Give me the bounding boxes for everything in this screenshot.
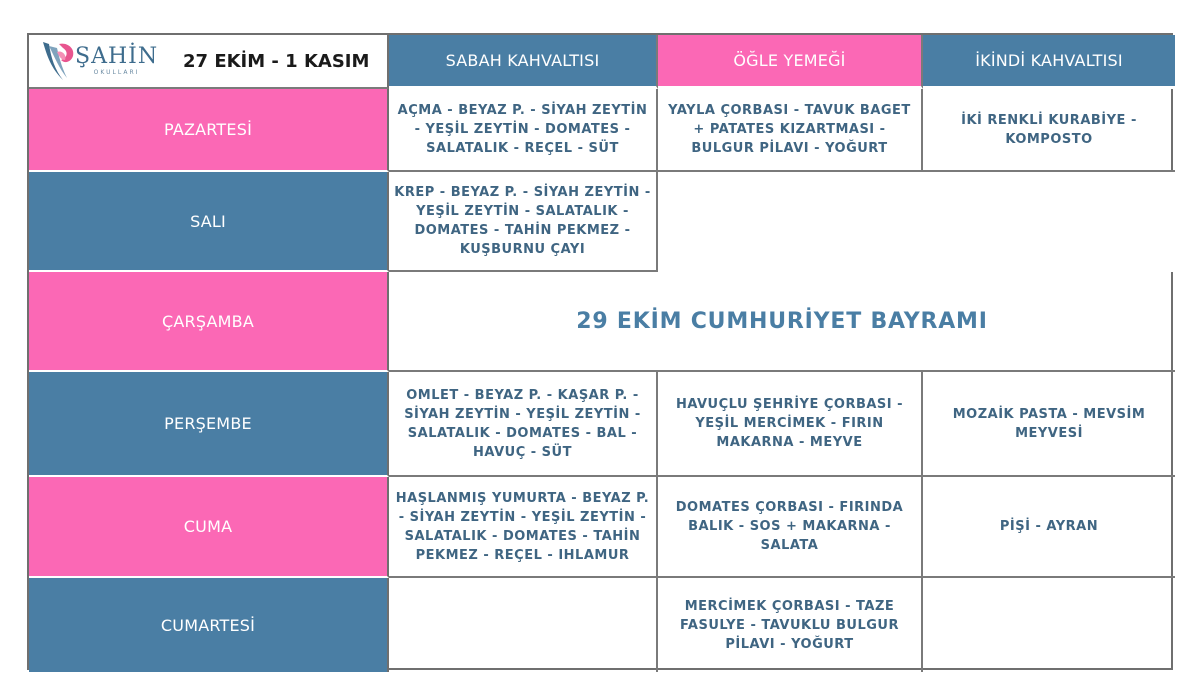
menu-cell-cuma-ogle: DOMATES ÇORBASI - FIRINDA BALIK - SOS + MAKARNA - SALATA — [658, 477, 923, 578]
day-label-sali: SALI — [29, 172, 389, 272]
day-label-cuma: CUMA — [29, 477, 389, 578]
menu-cell-cumartesi-ikindi — [923, 578, 1175, 672]
day-label-pazartesi: PAZARTESİ — [29, 89, 389, 172]
menu-cell-persembe-sabah: OMLET - BEYAZ P. - KAŞAR P. - SİYAH ZEYTİN - YEŞİL ZEYTİN - SALATALIK - DOMATES - BAL - HAVUÇ - SÜT — [389, 372, 658, 477]
date-range: 27 EKİM - 1 KASIM — [183, 50, 370, 72]
menu-cell-pazartesi-sabah: AÇMA - BEYAZ P. - SİYAH ZEYTİN - YEŞİL ZEYTİN - DOMATES - SALATALIK - REÇEL - SÜT — [389, 89, 658, 172]
menu-cell-cumartesi-sabah — [389, 578, 658, 672]
column-header-ikindi: İKİNDİ KAHVALTISI — [923, 35, 1175, 89]
menu-cell-pazartesi-ikindi: İKİ RENKLİ KURABİYE - KOMPOSTO — [923, 89, 1175, 172]
column-header-sabah: SABAH KAHVALTISI — [389, 35, 658, 89]
menu-cell-persembe-ikindi: MOZAİK PASTA - MEVSİM MEYVESİ — [923, 372, 1175, 477]
logo-name: ŞAHİN — [75, 44, 159, 69]
menu-cell-cuma-sabah: HAŞLANMIŞ YUMURTA - BEYAZ P. - SİYAH ZEYTİN - YEŞİL ZEYTİN - SALATALIK - DOMATES - TAHİN PEKMEZ - REÇEL - IHLAMUR — [389, 477, 658, 578]
wing-icon — [37, 38, 79, 84]
holiday-cell — [389, 272, 1175, 372]
day-label-cumartesi: CUMARTESİ — [29, 578, 389, 672]
holiday-blank-area — [658, 172, 1175, 272]
day-label-persembe: PERŞEMBE — [29, 372, 389, 477]
menu-table — [27, 33, 1173, 670]
column-header-ogle: ÖĞLE YEMEĞİ — [658, 35, 923, 89]
logo-text — [75, 45, 158, 77]
menu-cell-cumartesi-ogle: MERCİMEK ÇORBASI - TAZE FASULYE - TAVUKLU BULGUR PİLAVI - YOĞURT — [658, 578, 923, 672]
logo-subtitle: OKULLARI — [93, 69, 140, 76]
menu-cell-persembe-ogle: HAVUÇLU ŞEHRİYE ÇORBASI - YEŞİL MERCİMEK - FIRIN MAKARNA - MEYVE — [658, 372, 923, 477]
brand-cell — [29, 35, 389, 89]
menu-cell-cuma-ikindi: PİŞİ - AYRAN — [923, 477, 1175, 578]
menu-cell-sali-sabah: KREP - BEYAZ P. - SİYAH ZEYTİN - YEŞİL ZEYTİN - SALATALIK - DOMATES - TAHİN PEKMEZ - KUŞBURNU ÇAYI — [389, 172, 658, 272]
holiday-banner: 29 EKİM CUMHURİYET BAYRAMI — [576, 308, 988, 334]
day-label-carsamba: ÇARŞAMBA — [29, 272, 389, 372]
school-logo — [37, 36, 173, 86]
menu-cell-pazartesi-ogle: YAYLA ÇORBASI - TAVUK BAGET + PATATES KIZARTMASI - BULGUR PİLAVI - YOĞURT — [658, 89, 923, 172]
